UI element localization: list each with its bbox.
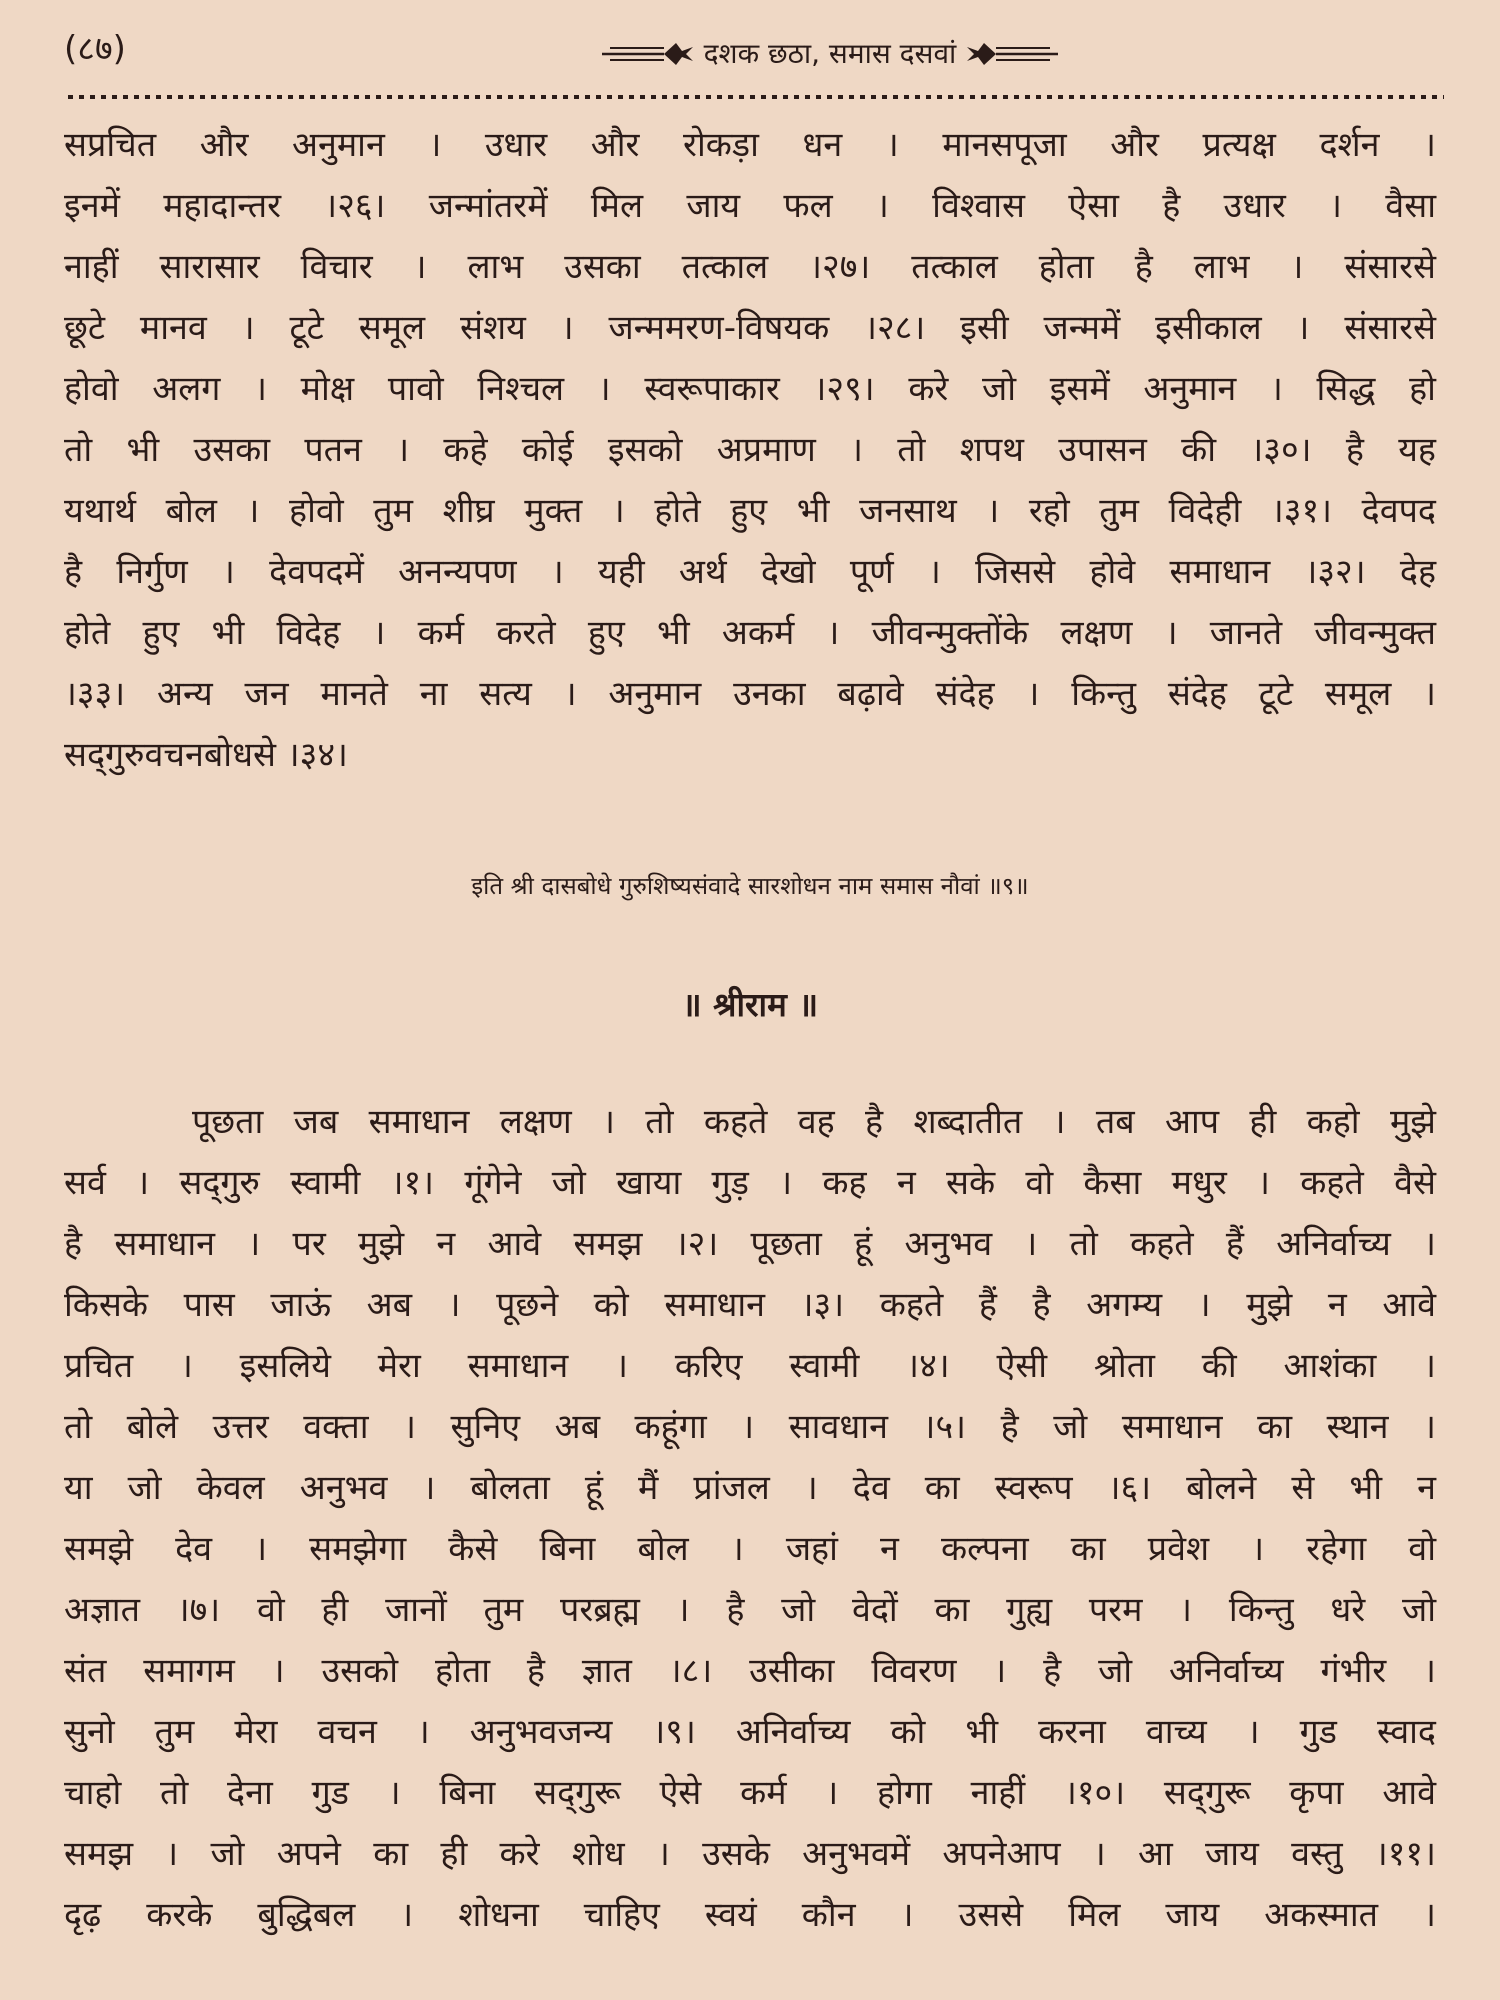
verse-line: सद्‌गुरुवचनबोधसे ।३४। (64, 735, 348, 775)
left-ornament-icon (602, 39, 694, 69)
page-header (64, 28, 1446, 80)
verses-block-1 (64, 115, 1436, 786)
verse-line: तो बोले उत्तर वक्ता । सुनिए अब कहूंगा । सावधान ।५। है जो समाधान का स्थान । (64, 1407, 1436, 1447)
verse-line: है निर्गुण । देवपदमें अनन्यपण । यही अर्थ देखो पूर्ण । जिससे होवे समाधान ।३२। देह (64, 552, 1436, 592)
verse-line: समझे देव । समझेगा कैसे बिना बोल । जहां न कल्पना का प्रवेश । रहेगा वो (64, 1529, 1436, 1569)
verses-block-2 (64, 1092, 1436, 1946)
verse-line: तो भी उसका पतन । कहे कोई इसको अप्रमाण । तो शपथ उपासन की ।३०। है यह (64, 430, 1436, 470)
verse-line: सर्व । सद्‌गुरु स्वामी ।१। गूंगेने जो खाया गुड़ । कह न सके वो कैसा मधुर । कहते वैसे (64, 1163, 1436, 1203)
verse-line: नाहीं सारासार विचार । लाभ उसका तत्काल ।२७। तत्काल होता है लाभ । संसारसे (64, 247, 1436, 287)
verse-line: होते हुए भी विदेह । कर्म करते हुए भी अकर्म । जीवन्मुक्तोंके लक्षण । जानते जीवन्मुक्त (64, 613, 1436, 653)
verse-line: पूछता जब समाधान लक्षण । तो कहते वह है शब्दातीत । तब आप ही कहो मुझे (192, 1102, 1436, 1142)
verse-line: इनमें महादान्तर ।२६। जन्मांतरमें मिल जाय फल । विश्वास ऐसा है उधार । वैसा (64, 186, 1436, 226)
verse-line: यथार्थ बोल । होवो तुम शीघ्र मुक्त । होते हुए भी जनसाथ । रहो तुम विदेही ।३१। देवपद (64, 491, 1436, 531)
verse-line: प्रचित । इसलिये मेरा समाधान । करिए स्वामी ।४। ऐसी श्रोता की आशंका । (64, 1346, 1436, 1386)
verse-line: छूटे मानव । टूटे समूल संशय । जन्ममरण-विषयक ।२८। इसी जन्ममें इसीकाल । संसारसे (64, 308, 1436, 348)
verse-line: होवो अलग । मोक्ष पावो निश्चल । स्वरूपाकार ।२९। करे जो इसमें अनुमान । सिद्ध हो (64, 369, 1436, 409)
running-head-text: दशक छठा, समास दसवां (703, 37, 957, 70)
section-heading: ॥ श्रीराम ॥ (681, 985, 819, 1024)
running-head (540, 28, 1120, 80)
verse-line: दृढ़ करके बुद्धिबल । शोधना चाहिए स्वयं कौन । उससे मिल जाय अकस्मात । (64, 1895, 1436, 1935)
page-number: (८७) (64, 29, 126, 69)
verse-line: ।३३। अन्य जन मानते ना सत्य । अनुमान उनका बढ़ावे संदेह । किन्तु संदेह टूटे समूल । (64, 674, 1436, 714)
verse-line: है समाधान । पर मुझे न आवे समझ ।२। पूछता हूं अनुभव । तो कहते हैं अनिर्वाच्य । (64, 1224, 1436, 1264)
verse-line: संत समागम । उसको होता है ज्ञात ।८। उसीका विवरण । है जो अनिर्वाच्य गंभीर । (64, 1651, 1436, 1691)
right-ornament-icon (966, 39, 1058, 69)
verse-line: सप्रचित और अनुमान । उधार और रोकड़ा धन । मानसपूजा और प्रत्यक्ष दर्शन । (64, 125, 1436, 165)
verse-line: समझ । जो अपने का ही करे शोध । उसके अनुभवमें अपनेआप । आ जाय वस्तु ।११। (64, 1834, 1436, 1874)
verse-line: चाहो तो देना गुड । बिना सद्‌गुरू ऐसे कर्म । होगा नाहीं ।१०। सद्‌गुरू कृपा आवे (64, 1773, 1436, 1813)
verse-line: या जो केवल अनुभव । बोलता हूं मैं प्रांजल । देव का स्वरूप ।६। बोलने से भी न (64, 1468, 1436, 1508)
verse-line: सुनो तुम मेरा वचन । अनुभवजन्य ।९। अनिर्वाच्य को भी करना वाच्य । गुड स्वाद (64, 1712, 1436, 1752)
verse-line: किसके पास जाऊं अब । पूछने को समाधान ।३। कहते हैं है अगम्य । मुझे न आवे (64, 1285, 1436, 1325)
decorative-dotted-rule (66, 92, 1446, 102)
chapter-colophon: इति श्री दासबोधे गुरुशिष्यसंवादे सारशोधन नाम समास नौवां ॥९॥ (471, 872, 1029, 900)
verse-line: अज्ञात ।७। वो ही जानों तुम परब्रह्म । है जो वेदों का गुह्य परम । किन्तु धरे जो (64, 1590, 1436, 1630)
